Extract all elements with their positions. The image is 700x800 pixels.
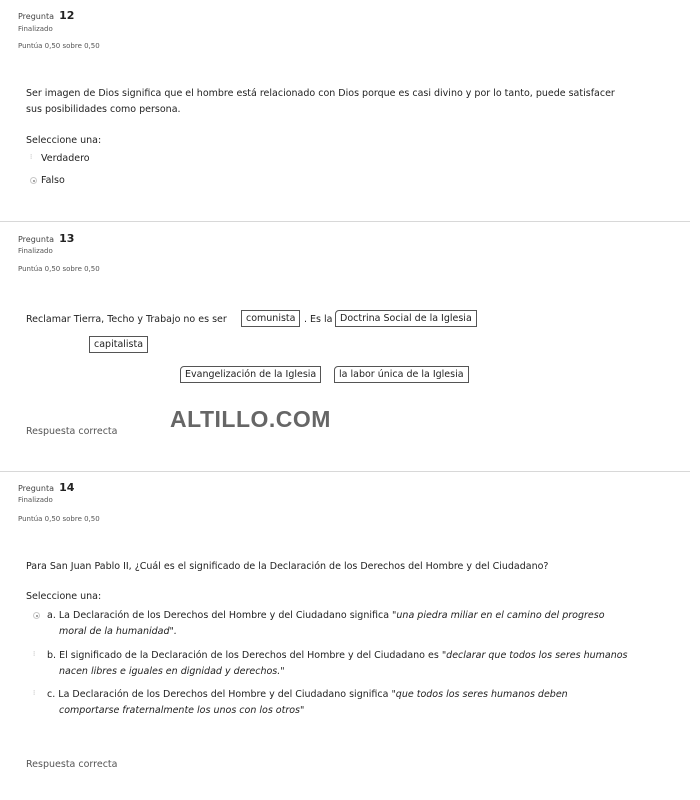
option-quote: "que todos los seres humanos deben [391, 689, 568, 700]
option-a-line2[interactable]: moral de la humanidad". [59, 626, 177, 637]
question-number: 14 [59, 481, 75, 494]
option-b-line2[interactable]: nacen libres e iguales en dignidad y derechos." [59, 666, 285, 677]
question-state: Finalizado [18, 25, 53, 33]
question-label: Pregunta [18, 484, 54, 493]
drag-choice-capitalista[interactable]: capitalista [89, 336, 148, 353]
question-text-part: . Es la [304, 314, 333, 325]
option-letter: c. [47, 689, 56, 700]
watermark-logo: ALTILLO.COM [170, 406, 331, 432]
option-label-verdadero[interactable]: Verdadero [41, 153, 90, 164]
option-text: La Declaración de los Derechos del Hombre y del Ciudadano significa [58, 689, 392, 700]
question-number: 13 [59, 232, 75, 245]
question-header [18, 476, 74, 495]
option-label-falso[interactable]: Falso [41, 175, 65, 186]
select-one-prompt: Seleccione una: [26, 591, 102, 602]
option-c-line1[interactable] [47, 689, 568, 700]
radio-option-a[interactable] [33, 612, 40, 619]
drop-blank-1[interactable]: comunista [241, 310, 300, 327]
question-state: Finalizado [18, 247, 53, 255]
question-text-line: sus posibilidades como persona. [26, 104, 181, 115]
question-divider [0, 221, 690, 222]
option-a-line1[interactable] [47, 610, 605, 621]
option-text: La Declaración de los Derechos del Hombre y del Ciudadano significa [58, 610, 393, 621]
question-grade: Puntúa 0,50 sobre 0,50 [18, 265, 100, 273]
question-header [18, 4, 74, 23]
question-label: Pregunta [18, 235, 54, 244]
option-letter: b. [47, 650, 57, 661]
question-number: 12 [59, 9, 75, 22]
question-text: Para San Juan Pablo II, ¿Cuál es el significado de la Declaración de los Derechos del Hombre y del Ciudadano? [26, 561, 549, 572]
option-letter: a. [47, 610, 56, 621]
question-label: Pregunta [18, 12, 54, 21]
select-one-prompt: Seleccione una: [26, 135, 102, 146]
question-text-part: Reclamar Tierra, Techo y Trabajo no es ser [26, 314, 227, 325]
option-text: El significado de la Declaración de los Derechos del Hombre y del Ciudadano es [59, 650, 442, 661]
question-text-line: Ser imagen de Dios significa que el hombre está relacionado con Dios porque es casi divino y por lo tanto, puede satisfacer [26, 88, 615, 99]
question-grade: Puntúa 0,50 sobre 0,50 [18, 515, 100, 523]
drag-choice-evangelizacion[interactable]: Evangelización de la Iglesia [180, 366, 321, 383]
option-c-line2[interactable]: comportarse fraternalmente los unos con los otros" [59, 705, 305, 716]
question-divider [0, 471, 690, 472]
drop-blank-2[interactable]: Doctrina Social de la Iglesia [335, 310, 477, 327]
radio-option-c[interactable]: ⁞ [33, 689, 36, 697]
feedback-text: Respuesta correcta [26, 759, 118, 770]
radio-option-b[interactable]: ⁞ [33, 650, 36, 658]
radio-verdadero[interactable]: ⁞ [30, 153, 33, 161]
radio-falso[interactable] [30, 177, 37, 184]
option-quote: "declarar que todos los seres humanos [441, 650, 628, 661]
question-header [18, 227, 74, 246]
question-grade: Puntúa 0,50 sobre 0,50 [18, 42, 100, 50]
question-state: Finalizado [18, 496, 53, 504]
option-b-line1[interactable] [47, 650, 628, 661]
feedback-text: Respuesta correcta [26, 426, 118, 437]
drag-choice-labor-unica[interactable]: la labor única de la Iglesia [334, 366, 469, 383]
option-quote: "una piedra miliar en el camino del progreso [392, 610, 605, 621]
